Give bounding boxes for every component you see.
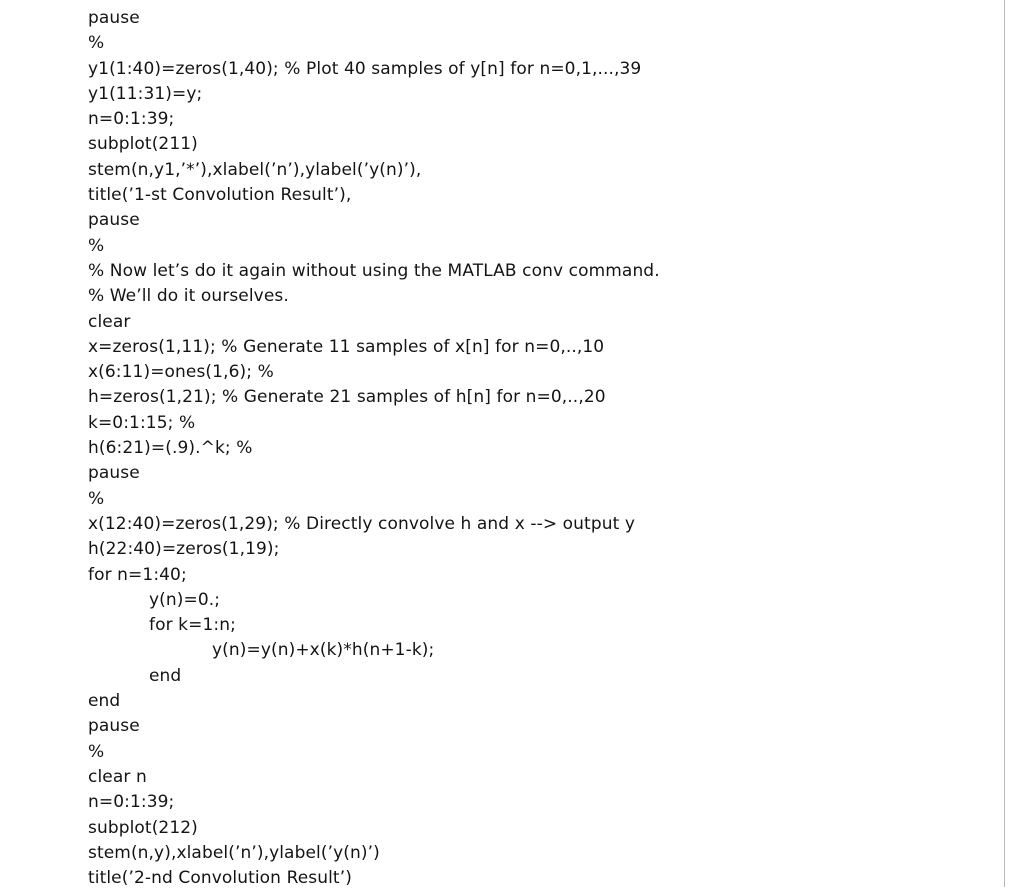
code-line: n=0:1:39; [88,792,175,813]
code-line: pause [88,716,140,737]
code-line: k=0:1:15; % [88,412,196,433]
code-line: % [88,741,105,762]
code-line: y(n)=y(n)+x(k)*h(n+1-k); [212,640,435,661]
code-line: stem(n,y1,’*’),xlabel(’n’),ylabel(’y(n)’), [88,159,422,180]
code-line: h(6:21)=(.9).^k; % [88,438,253,459]
code-line: % [88,235,105,256]
code-line: % We’ll do it ourselves. [88,286,289,307]
code-line: pause [88,210,140,231]
code-line: subplot(211) [88,134,198,155]
code-line: end [88,691,121,712]
code-line: subplot(212) [88,817,198,838]
code-line: clear n [88,766,147,787]
code-line: x(6:11)=ones(1,6); % [88,362,274,383]
code-line: x(12:40)=zeros(1,29); % Directly convolve h and x --> output y [88,513,636,534]
code-line: % [88,33,105,54]
code-line: n=0:1:39; [88,109,175,130]
matlab-code-listing [88,6,660,891]
code-line: h=zeros(1,21); % Generate 21 samples of h[n] for n=0,..,20 [88,387,606,408]
code-line: title(’1-st Convolution Result’), [88,185,352,206]
code-line: h(22:40)=zeros(1,19); [88,539,280,560]
code-line: x=zeros(1,11); % Generate 11 samples of x[n] for n=0,..,10 [88,336,605,357]
code-line: y1(1:40)=zeros(1,40); % Plot 40 samples of y[n] for n=0,1,...,39 [88,58,642,79]
code-line: for n=1:40; [88,564,187,585]
code-line: clear [88,311,131,332]
code-line: pause [88,8,140,28]
code-line: y1(11:31)=y; [88,83,203,104]
code-line: % Now let’s do it again without using the MATLAB conv command. [88,260,660,281]
code-line: title(’2-nd Convolution Result’) [88,868,352,889]
code-line: end [149,665,182,686]
code-line: % [88,488,105,509]
code-line: pause [88,463,140,484]
code-line: stem(n,y),xlabel(’n’),ylabel(’y(n)’) [88,842,380,863]
code-line: y(n)=0.; [149,589,221,610]
code-line: for k=1:n; [149,615,236,636]
